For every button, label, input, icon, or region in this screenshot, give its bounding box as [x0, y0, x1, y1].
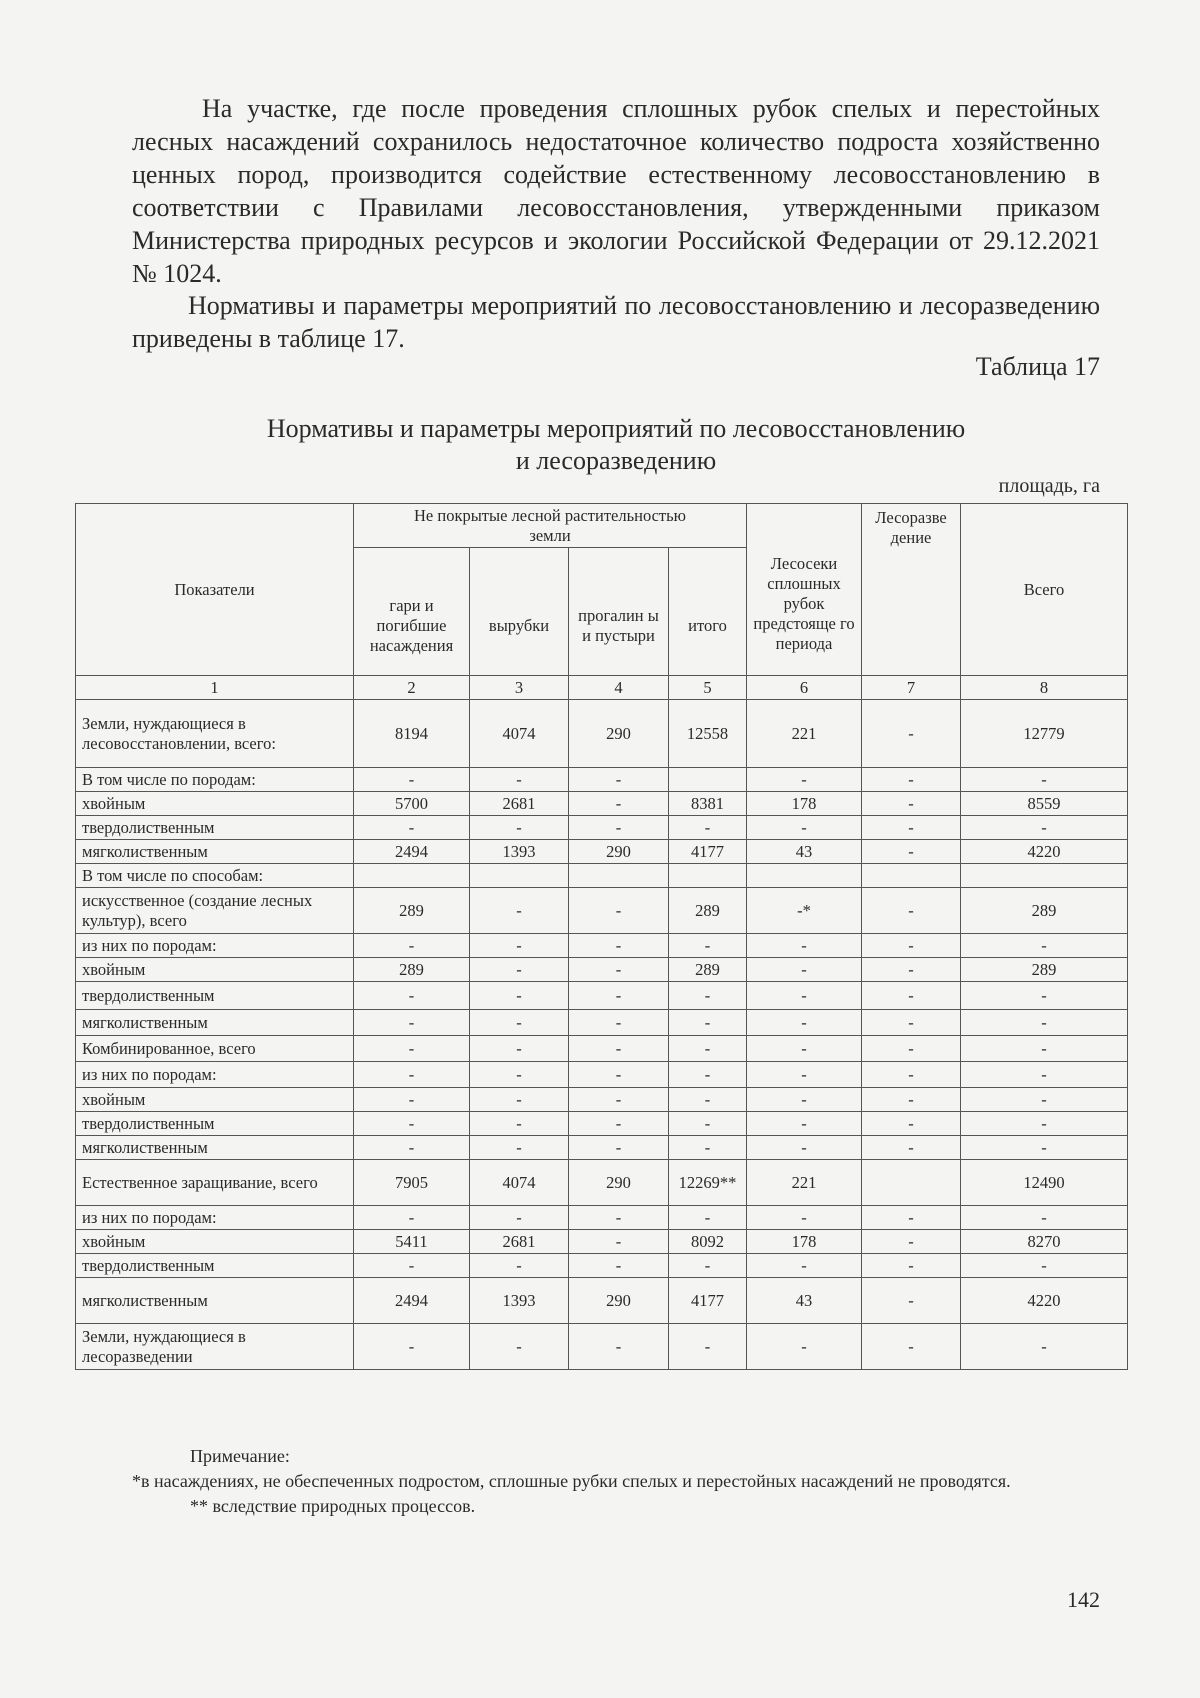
table-cell: - [747, 1136, 862, 1160]
table-cell: - [354, 982, 470, 1010]
table-cell: - [747, 1010, 862, 1036]
row-label: Естественное заращивание, всего [76, 1160, 354, 1206]
table-cell: 43 [747, 840, 862, 864]
table-cell [470, 864, 569, 888]
table-cell: 12490 [961, 1160, 1128, 1206]
row-label: хвойным [76, 958, 354, 982]
table-cell: 221 [747, 700, 862, 768]
table-row [76, 792, 1128, 816]
table-cell: - [354, 768, 470, 792]
table-cell: - [669, 1324, 747, 1370]
table-cell: 289 [669, 958, 747, 982]
row-label: хвойным [76, 792, 354, 816]
row-label: из них по породам: [76, 1062, 354, 1088]
table-cell: - [470, 1206, 569, 1230]
table-cell: 12269** [669, 1160, 747, 1206]
table-row [76, 1160, 1128, 1206]
table-cell: - [354, 1112, 470, 1136]
table-cell: 1393 [470, 1278, 569, 1324]
table-cell: - [862, 768, 961, 792]
header-burned-stands: гари и погибшие насаждения [354, 548, 470, 676]
table-title [132, 413, 1100, 477]
header-glades: прогалин ы и пустыри [569, 548, 669, 676]
table-cell: - [747, 958, 862, 982]
table-row [76, 864, 1128, 888]
table-row [76, 1088, 1128, 1112]
table-cell: - [747, 768, 862, 792]
table-cell: - [569, 1010, 669, 1036]
table-row [76, 816, 1128, 840]
table-cell: - [961, 1036, 1128, 1062]
table-cell: - [961, 1112, 1128, 1136]
table-cell: - [470, 1036, 569, 1062]
table-cell: 7905 [354, 1160, 470, 1206]
table-cell: - [669, 1206, 747, 1230]
table-cell: 2494 [354, 840, 470, 864]
table-cell [862, 1160, 961, 1206]
table-cell: 8559 [961, 792, 1128, 816]
table-cell: - [470, 958, 569, 982]
table-cell: - [961, 1254, 1128, 1278]
table-cell [961, 864, 1128, 888]
table-cell: - [354, 1088, 470, 1112]
column-number: 4 [569, 676, 669, 700]
table-cell: - [569, 1112, 669, 1136]
column-number: 2 [354, 676, 470, 700]
table-cell: - [862, 1206, 961, 1230]
table-cell: - [470, 982, 569, 1010]
table-cell: 5411 [354, 1230, 470, 1254]
table-cell: 289 [354, 888, 470, 934]
table-cell [669, 768, 747, 792]
table-cell: - [354, 1206, 470, 1230]
table-cell: 178 [747, 1230, 862, 1254]
table-cell: - [354, 1036, 470, 1062]
table-cell: - [961, 1010, 1128, 1036]
table-cell: 2494 [354, 1278, 470, 1324]
table-row [76, 840, 1128, 864]
table-cell: - [961, 1136, 1128, 1160]
table-cell: - [569, 1230, 669, 1254]
table-cell: 289 [354, 958, 470, 982]
table-cell [747, 864, 862, 888]
row-label: Комбинированное, всего [76, 1036, 354, 1062]
table-row [76, 1112, 1128, 1136]
table-cell: - [961, 1062, 1128, 1088]
table-cell: - [669, 1112, 747, 1136]
footnote-1: *в насаждениях, не обеспеченных подростом, сплошные рубки спелых и перестойных насаждений не проводятся. [132, 1471, 1011, 1491]
table-cell: 289 [961, 958, 1128, 982]
table-cell: - [354, 1010, 470, 1036]
table-cell: - [669, 1062, 747, 1088]
table-cell [862, 864, 961, 888]
table-row [76, 982, 1128, 1010]
norms-table [75, 503, 1128, 1370]
table-cell: 1393 [470, 840, 569, 864]
row-label: Земли, нуждающиеся в лесовосстановлении, всего: [76, 700, 354, 768]
table-cell: - [354, 816, 470, 840]
table-cell: - [747, 1206, 862, 1230]
table-cell: - [569, 816, 669, 840]
table-cell: - [470, 1010, 569, 1036]
table-cell: - [669, 1136, 747, 1160]
table-cell: - [354, 1254, 470, 1278]
row-label: мягколиственным [76, 1136, 354, 1160]
table-cell: - [961, 1324, 1128, 1370]
row-label: мягколиственным [76, 1278, 354, 1324]
table-cell: - [569, 1136, 669, 1160]
table-cell: - [961, 1088, 1128, 1112]
column-number: 7 [862, 676, 961, 700]
table-cell: - [747, 1036, 862, 1062]
row-label: из них по породам: [76, 1206, 354, 1230]
header-total: итого [669, 548, 747, 676]
table-row [76, 700, 1128, 768]
table-cell: 8194 [354, 700, 470, 768]
table-cell: - [470, 816, 569, 840]
table-row [76, 1254, 1128, 1278]
table-cell: - [961, 816, 1128, 840]
table-cell: - [747, 816, 862, 840]
table-cell: - [961, 1206, 1128, 1230]
table-cell: - [961, 982, 1128, 1010]
row-label: В том числе по породам: [76, 768, 354, 792]
footnote-2: ** вследствие природных процессов. [190, 1496, 476, 1516]
table-unit: площадь, га [998, 475, 1100, 497]
column-number: 1 [76, 676, 354, 700]
table-title-line-1: Нормативы и параметры мероприятий по лесовосстановлению [266, 414, 966, 443]
row-label: твердолиственным [76, 982, 354, 1010]
table-cell: 290 [569, 700, 669, 768]
table-number: Таблица 17 [975, 352, 1100, 381]
table-cell: - [862, 934, 961, 958]
table-cell: 2681 [470, 1230, 569, 1254]
table-cell: 4220 [961, 840, 1128, 864]
table-cell: 12558 [669, 700, 747, 768]
table-cell: - [569, 958, 669, 982]
table-cell [354, 864, 470, 888]
table-cell: - [569, 888, 669, 934]
table-cell: 43 [747, 1278, 862, 1324]
paragraph-reforestation-assistance: На участке, где после проведения сплошных рубок спелых и перестойных лесных насаждений сохранилось недостаточное количество подроста хозяйственно ценных пород, производится содействие естественному лесовосстановлению в соответствии с Правилами лесовосстановления, утвержденными приказом Министерства природных ресурсов и экологии Российской Федерации от 29.12.2021 № 1024. [132, 94, 1100, 288]
table-cell [669, 864, 747, 888]
table-cell: - [747, 1088, 862, 1112]
table-cell: - [862, 700, 961, 768]
table-cell: - [669, 816, 747, 840]
table-cell: - [470, 888, 569, 934]
row-label: хвойным [76, 1088, 354, 1112]
table-row [76, 768, 1128, 792]
table-cell: 290 [569, 1278, 669, 1324]
table-cell: - [862, 792, 961, 816]
header-indicators: Показатели [76, 504, 354, 676]
table-cell: 8381 [669, 792, 747, 816]
column-number: 6 [747, 676, 862, 700]
table-cell [569, 864, 669, 888]
table-cell: - [470, 1062, 569, 1088]
table-body [76, 700, 1128, 1370]
table-cell: - [569, 1206, 669, 1230]
table-title-line-2: и лесоразведению [515, 446, 717, 475]
table-row [76, 1062, 1128, 1088]
table-cell: - [354, 934, 470, 958]
table-cell: - [669, 1036, 747, 1062]
header-clearings: вырубки [470, 548, 569, 676]
table-cell: 289 [961, 888, 1128, 934]
table-cell: - [569, 1036, 669, 1062]
row-label: из них по породам: [76, 934, 354, 958]
header-all: Всего [961, 504, 1128, 676]
table-row [76, 1206, 1128, 1230]
table-cell: 5700 [354, 792, 470, 816]
table-cell: - [470, 768, 569, 792]
table-cell: - [470, 1088, 569, 1112]
table-cell: - [747, 1324, 862, 1370]
header-not-covered-lands: Не покрытые лесной растительностью земли [354, 504, 747, 548]
row-label: искусственное (создание лесных культур), всего [76, 888, 354, 934]
table-cell: - [862, 888, 961, 934]
table-cell: - [862, 1278, 961, 1324]
table-row [76, 1324, 1128, 1370]
table-cell: - [747, 982, 862, 1010]
table-cell: - [862, 1136, 961, 1160]
table-cell: - [669, 982, 747, 1010]
table-cell: - [470, 1136, 569, 1160]
table-cell: 290 [569, 1160, 669, 1206]
table-cell: - [569, 1324, 669, 1370]
table-cell: - [747, 1062, 862, 1088]
table-cell: - [354, 1324, 470, 1370]
column-number: 5 [669, 676, 747, 700]
paragraph-table-reference: Нормативы и параметры мероприятий по лесовосстановлению и лесоразведению приведены в таблице 17. [132, 291, 1100, 353]
table-cell: - [747, 1112, 862, 1136]
row-label: твердолиственным [76, 1254, 354, 1278]
table-cell: 178 [747, 792, 862, 816]
table-cell: - [470, 1324, 569, 1370]
table-cell: - [669, 1088, 747, 1112]
table-row [76, 958, 1128, 982]
table-cell: - [569, 1062, 669, 1088]
header-cutting-areas: Лесосеки сплошных рубок предстояще го периода [747, 504, 862, 676]
row-label: хвойным [76, 1230, 354, 1254]
table-cell: 4177 [669, 840, 747, 864]
table-cell: - [747, 934, 862, 958]
table-cell: - [862, 1324, 961, 1370]
table-cell: - [862, 1036, 961, 1062]
row-label: мягколиственным [76, 1010, 354, 1036]
table-cell: -* [747, 888, 862, 934]
table-cell: 8270 [961, 1230, 1128, 1254]
table-cell: - [747, 1254, 862, 1278]
table-cell: - [862, 958, 961, 982]
table-cell: - [961, 934, 1128, 958]
table-cell: - [862, 1088, 961, 1112]
table-cell: - [569, 1088, 669, 1112]
table-cell: - [569, 934, 669, 958]
table-row [76, 1230, 1128, 1254]
table-cell: - [669, 934, 747, 958]
table-cell: - [862, 1254, 961, 1278]
table-cell: - [470, 1112, 569, 1136]
table-cell: - [669, 1254, 747, 1278]
table-cell: 4074 [470, 700, 569, 768]
table-cell: - [354, 1062, 470, 1088]
table-cell: - [862, 1010, 961, 1036]
table-cell: - [569, 982, 669, 1010]
table-row [76, 934, 1128, 958]
table-cell: 289 [669, 888, 747, 934]
table-row [76, 1010, 1128, 1036]
column-number: 3 [470, 676, 569, 700]
table-cell: - [862, 816, 961, 840]
table-cell: - [470, 934, 569, 958]
table-cell: 4177 [669, 1278, 747, 1324]
table-cell: - [569, 792, 669, 816]
table-cell: - [862, 1062, 961, 1088]
table-cell: - [669, 1010, 747, 1036]
table-cell: - [470, 1254, 569, 1278]
table-cell: 4220 [961, 1278, 1128, 1324]
table-cell: - [569, 768, 669, 792]
table-row [76, 1278, 1128, 1324]
table-cell: 2681 [470, 792, 569, 816]
table-cell: 290 [569, 840, 669, 864]
footnote-heading: Примечание: [190, 1446, 290, 1466]
table-cell: - [862, 1112, 961, 1136]
table-row [76, 888, 1128, 934]
table-cell: - [862, 1230, 961, 1254]
footnotes [132, 1444, 1132, 1519]
table-cell: - [862, 982, 961, 1010]
table-cell: - [354, 1136, 470, 1160]
row-label: Земли, нуждающиеся в лесоразведении [76, 1324, 354, 1370]
table-cell: 8092 [669, 1230, 747, 1254]
table-cell: - [862, 840, 961, 864]
row-label: В том числе по способам: [76, 864, 354, 888]
page-number: 142 [1067, 1587, 1100, 1612]
row-label: твердолиственным [76, 816, 354, 840]
table-cell: - [961, 768, 1128, 792]
row-label: твердолиственным [76, 1112, 354, 1136]
table-cell: - [569, 1254, 669, 1278]
table-row [76, 1036, 1128, 1062]
table-cell: 12779 [961, 700, 1128, 768]
table-cell: 221 [747, 1160, 862, 1206]
column-number: 8 [961, 676, 1128, 700]
row-label: мягколиственным [76, 840, 354, 864]
table-row [76, 1136, 1128, 1160]
header-afforestation: Лесоразве дение [862, 504, 961, 676]
table-cell: 4074 [470, 1160, 569, 1206]
